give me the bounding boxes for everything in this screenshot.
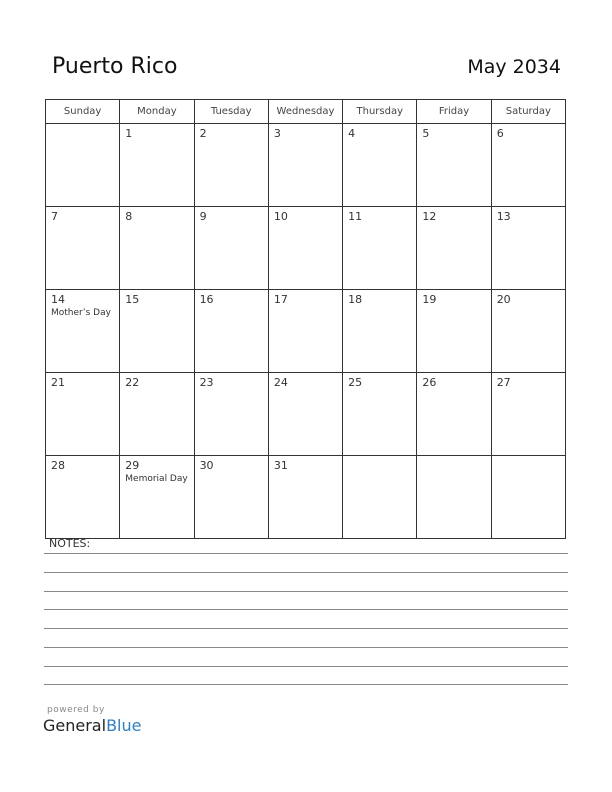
week-row — [46, 290, 566, 373]
holiday-label: Memorial Day — [125, 474, 188, 484]
note-line — [44, 647, 568, 648]
day-cell — [268, 373, 342, 456]
day-cell — [194, 373, 268, 456]
day-number: 10 — [273, 210, 288, 223]
day-cell — [46, 124, 120, 207]
weekday-header: Tuesday — [194, 100, 268, 124]
notes-label: NOTES: — [49, 537, 91, 550]
day-number: 6 — [496, 127, 504, 140]
day-number: 5 — [422, 127, 430, 140]
note-line — [44, 666, 568, 667]
day-number: 24 — [273, 376, 288, 389]
day-cell — [491, 456, 565, 539]
day-cell — [194, 207, 268, 290]
note-line — [44, 572, 568, 573]
calendar-month-title: May 2034 — [467, 56, 561, 78]
day-cell — [491, 373, 565, 456]
day-cell — [491, 207, 565, 290]
powered-by-text: powered by — [47, 705, 105, 715]
week-row — [46, 373, 566, 456]
day-number: 3 — [273, 127, 281, 140]
day-cell — [343, 290, 417, 373]
day-number: 22 — [125, 376, 140, 389]
day-cell — [194, 290, 268, 373]
day-number: 29 — [125, 459, 140, 472]
day-number: 16 — [199, 293, 214, 306]
day-number: 25 — [348, 376, 363, 389]
day-cell — [46, 290, 120, 373]
weekday-header-row — [46, 100, 566, 124]
day-cell — [417, 373, 491, 456]
day-cell — [268, 290, 342, 373]
calendar-country-title: Puerto Rico — [52, 54, 178, 79]
note-line — [44, 684, 568, 685]
day-number: 20 — [496, 293, 511, 306]
weekday-header: Monday — [120, 100, 194, 124]
day-cell — [46, 207, 120, 290]
day-number: 8 — [125, 210, 133, 223]
logo-blue-text: Blue — [106, 716, 142, 735]
day-cell — [46, 373, 120, 456]
day-number: 12 — [422, 210, 437, 223]
day-number: 1 — [125, 127, 133, 140]
day-cell — [120, 124, 194, 207]
day-number: 2 — [199, 127, 207, 140]
day-number: 14 — [51, 293, 65, 306]
note-line — [44, 553, 568, 554]
week-row — [46, 207, 566, 290]
day-number: 28 — [51, 459, 65, 472]
holiday-label: Mother’s Day — [51, 308, 111, 318]
day-number: 13 — [496, 210, 511, 223]
day-number: 7 — [51, 210, 58, 223]
day-cell — [268, 207, 342, 290]
note-line — [44, 609, 568, 610]
week-row — [46, 456, 566, 539]
generalblue-logo — [43, 716, 141, 735]
weekday-header: Sunday — [46, 100, 120, 124]
day-cell — [120, 290, 194, 373]
day-cell — [120, 207, 194, 290]
logo-general-text: General — [43, 716, 107, 735]
day-number: 23 — [199, 376, 214, 389]
weekday-header: Friday — [417, 100, 491, 124]
day-cell — [343, 207, 417, 290]
day-cell — [417, 124, 491, 207]
week-row — [46, 124, 566, 207]
day-cell — [491, 290, 565, 373]
day-number: 30 — [199, 459, 214, 472]
day-number: 27 — [496, 376, 511, 389]
note-line — [44, 591, 568, 592]
day-cell — [343, 124, 417, 207]
weekday-header: Thursday — [343, 100, 417, 124]
day-number: 11 — [348, 210, 363, 223]
day-cell — [194, 124, 268, 207]
day-cell — [417, 456, 491, 539]
day-cell — [417, 207, 491, 290]
day-cell — [120, 373, 194, 456]
day-number: 31 — [273, 459, 288, 472]
day-number: 18 — [348, 293, 363, 306]
day-cell — [343, 456, 417, 539]
day-number: 9 — [199, 210, 207, 223]
day-cell — [46, 456, 120, 539]
calendar-grid — [45, 99, 566, 539]
day-cell — [417, 290, 491, 373]
day-number: 15 — [125, 293, 140, 306]
day-cell — [491, 124, 565, 207]
day-number: 4 — [348, 127, 356, 140]
day-cell — [343, 373, 417, 456]
day-number: 21 — [51, 376, 65, 389]
day-number: 26 — [422, 376, 437, 389]
weekday-header: Wednesday — [268, 100, 342, 124]
day-cell — [194, 456, 268, 539]
weekday-header: Saturday — [491, 100, 565, 124]
day-cell — [120, 456, 194, 539]
day-cell — [268, 456, 342, 539]
day-number: 19 — [422, 293, 437, 306]
day-cell — [268, 124, 342, 207]
day-number: 17 — [273, 293, 288, 306]
note-line — [44, 628, 568, 629]
